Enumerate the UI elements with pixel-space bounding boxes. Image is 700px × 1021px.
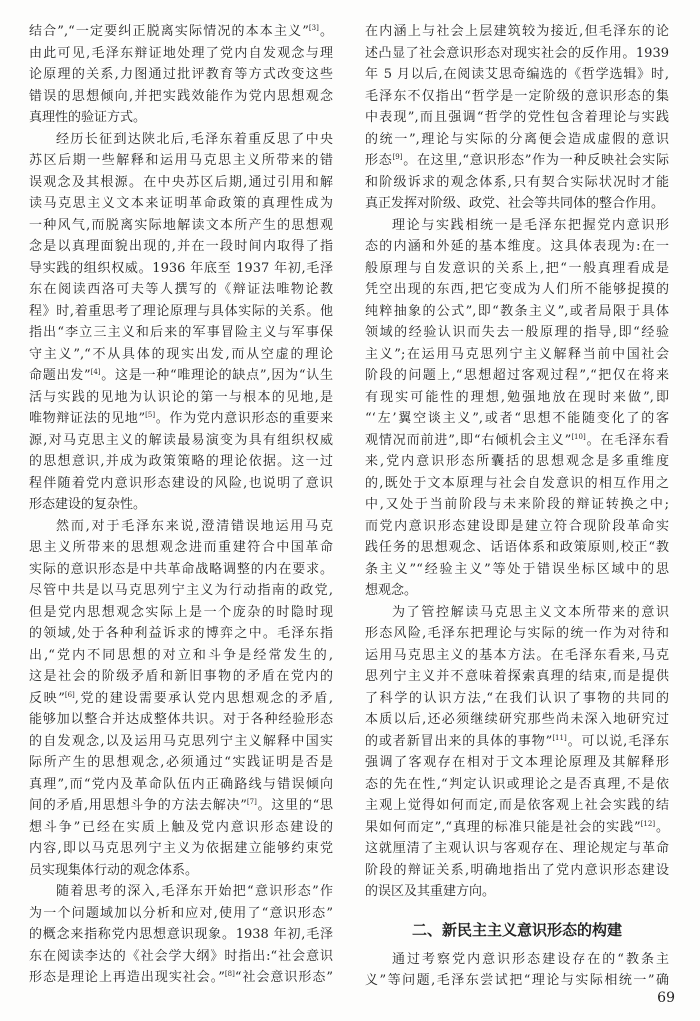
- text-line: [29, 430, 333, 452]
- text-segment: 由此可见,毛泽东辩证地处理了党内自发观念与理: [29, 45, 333, 61]
- text-segment: 般原理与自发意识的关系上,把“一般真理看成是: [365, 260, 669, 276]
- text-segment: 阶段的问题上,“思想超过客观过程”,“把仅在将来: [365, 368, 669, 383]
- text-segment: 内容,即以马克思列宁主义为依据建立能够约束党: [29, 841, 333, 856]
- text-segment: 的误区及其重建方向。: [365, 884, 496, 899]
- text-line: [29, 215, 333, 237]
- text-segment: 本质以后,还必须继续研究那些尚未深入地研究过: [365, 712, 669, 727]
- citation-marker: [6]: [64, 690, 75, 699]
- text-segment: 。这是一种“唯理论的缺点”,因为“认生: [100, 368, 333, 383]
- text-segment: 然而,对于毛泽东来说,澄清错误地运用马克: [56, 518, 333, 534]
- text-segment: 的或者新冒出来的具体的事物”: [365, 733, 553, 749]
- text-segment: 唯物辩证法的见地”: [29, 411, 146, 426]
- text-line: [29, 731, 333, 753]
- text-line: [29, 344, 333, 366]
- page-number: 69: [657, 990, 675, 1006]
- text-segment: 经历长征到达陕北后,毛泽东着重反思了中央: [56, 131, 333, 147]
- right-column: [365, 21, 669, 992]
- text-segment: 凭空出现的东西,把它变成为人们所不能够捉摸的: [365, 282, 669, 297]
- text-segment: 为了管控解读马克思主义文本所带来的意识: [392, 604, 669, 620]
- text-line: [365, 193, 669, 215]
- text-line: [365, 322, 669, 344]
- text-line: [29, 580, 333, 602]
- text-segment: 随着思考的深入,毛泽东开始把“意识形态”作: [56, 884, 333, 899]
- text-line: [29, 516, 333, 538]
- text-line: [365, 838, 669, 860]
- text-segment: 际所产生的思想观念,必须通过“实践证明是否是: [29, 755, 333, 770]
- text-line: [365, 408, 669, 430]
- citation-marker: [8]: [224, 970, 235, 978]
- text-line: [29, 752, 333, 774]
- text-segment: 指出“李立三主义和后来的军事冒险主义与军事保: [29, 325, 333, 340]
- citation-marker: [12]: [640, 819, 656, 828]
- text-line: [29, 967, 333, 989]
- text-line: [365, 688, 669, 710]
- text-segment: 东在阅读西洛可夫等人撰写的《辩证法唯物论教: [29, 282, 333, 297]
- text-segment: 纯粹抽象的公式”,即“教条主义”,或者局限于具体: [365, 303, 669, 319]
- citation-marker: [7]: [246, 798, 257, 806]
- text-line: [29, 301, 333, 323]
- text-segment: 程》时,着重思考了理论原理与具体实际的关系。他: [29, 303, 333, 319]
- text-line: [365, 709, 669, 731]
- text-segment: 。作为党内意识形态的重要来: [155, 411, 333, 426]
- text-segment: 想斗争”已经在实质上触及党内意识形态建设的: [29, 819, 333, 835]
- text-line: [365, 645, 669, 667]
- text-segment: 有现实可能性的理想,勉强地放在现时来做”,即: [365, 389, 669, 405]
- paragraph: [29, 516, 333, 882]
- text-line: [29, 86, 333, 108]
- text-line: [365, 43, 669, 65]
- text-line: [29, 365, 333, 387]
- paragraph: [365, 602, 669, 903]
- text-segment: 运用马克思主义的基本方法。在毛泽东看来,马克: [365, 647, 669, 663]
- text-line: [365, 258, 669, 280]
- text-line: [29, 43, 333, 65]
- text-line: [365, 279, 669, 301]
- text-line: [29, 322, 333, 344]
- text-segment: 年 5 月以后,在阅读艾思奇编选的《哲学选辑》时,: [365, 67, 669, 82]
- text-segment: 反映”: [29, 690, 65, 706]
- text-segment: 。在这里,“意识形态”作为一种反映社会实际: [402, 153, 669, 168]
- text-segment: 的,既处于文本原理与社会自发意识的相互作用之: [365, 475, 669, 491]
- paragraph: [365, 21, 669, 215]
- text-segment: “社会意识形态”: [234, 970, 333, 985]
- text-line: [365, 215, 669, 237]
- text-line: [365, 494, 669, 516]
- text-line: [29, 64, 333, 86]
- text-segment: 实际的意识形态是中共革命战略调整的内在要求。: [29, 561, 333, 577]
- paragraph: [29, 881, 333, 989]
- text-line: [29, 795, 333, 817]
- text-line: [365, 430, 669, 452]
- text-line: [29, 258, 333, 280]
- text-segment: 果如何而定”,“真理的标准只能是社会的实践”: [365, 819, 641, 835]
- text-segment: 真理性的验证方式。: [29, 110, 147, 125]
- text-line: [365, 86, 669, 108]
- text-line: [29, 817, 333, 839]
- text-segment: 命题出发”: [29, 368, 91, 383]
- text-line: [365, 236, 669, 258]
- text-line: [365, 344, 669, 366]
- text-line: [29, 903, 333, 925]
- text-segment: 述凸显了社会意识形态对现实社会的反作用。1939: [365, 45, 669, 61]
- paragraph: [29, 129, 333, 516]
- text-line: [29, 924, 333, 946]
- text-line: [365, 473, 669, 495]
- text-segment: 为一个问题域加以分析和应对,使用了“意识形态”: [29, 905, 333, 921]
- text-line: [29, 494, 333, 516]
- text-segment: 的自发观念,以及运用马克思列宁主义解释中国实: [29, 733, 333, 749]
- text-segment: 的领域,处于各种利益诉求的博弈之中。毛泽东指: [29, 626, 333, 641]
- text-segment: 真理”,而“党内及革命队伍内正确路线与错误倾向: [29, 776, 333, 792]
- citation-marker: [10]: [571, 432, 586, 441]
- text-line: [365, 365, 669, 387]
- text-segment: 条主义”“经验主义”等处于错误坐标区域中的思: [365, 561, 669, 577]
- text-line: [29, 688, 333, 710]
- text-line: [29, 473, 333, 495]
- citation-marker: [11]: [552, 733, 567, 742]
- text-segment: 了科学的认识方法,“在我们认识了事物的共同的: [365, 690, 669, 706]
- text-segment: 错误的思想倾向,并把实践效能作为党内思想观念: [29, 88, 333, 104]
- text-segment: 源,对马克思主义的解读最易演变为具有组织权威: [29, 432, 333, 448]
- text-line: [365, 731, 669, 753]
- text-line: [365, 623, 669, 645]
- text-segment: 态的内涵和外延的基本维度。这具体表现为:在一: [365, 239, 669, 254]
- right-column-body-after: [365, 949, 669, 992]
- text-line: [29, 709, 333, 731]
- text-segment: 但是党内思想观念实际上是一个庞杂的时隐时现: [29, 604, 333, 620]
- text-segment: 想观念。: [365, 583, 418, 598]
- text-line: [365, 451, 669, 473]
- text-segment: 思列宁主义并不意味着探索真理的结束,而是提供: [365, 669, 669, 684]
- text-segment: 误观念及其根源。在中央苏区后期,通过引用和解: [29, 174, 333, 190]
- text-line: [365, 580, 669, 602]
- text-segment: 。这里的“思: [256, 798, 333, 813]
- section-heading: 二、新民主主义意识形态的构建: [411, 920, 622, 939]
- text-segment: 强调了客观存在相对于文本理论原理及其解释形: [365, 755, 669, 770]
- text-segment: 中表现”,而且强调“哲学的党性包含着理论与实践: [365, 110, 669, 125]
- text-line: [29, 387, 333, 409]
- text-line: [29, 881, 333, 903]
- text-segment: 通过考察党内意识形态建设存在的“教条主: [392, 951, 669, 967]
- text-line: [29, 107, 333, 129]
- text-segment: 的概念来指称党内思想意识现象。1938 年初,毛泽: [29, 927, 333, 942]
- text-segment: 能够加以整合并达成整体共识。对于各种经验形态: [29, 712, 333, 727]
- text-line: [365, 795, 669, 817]
- text-segment: 中,又处于当前阶段与未来阶段的辩证转换之中;: [365, 497, 669, 512]
- text-segment: 。在毛泽东看: [585, 432, 669, 448]
- text-segment: 践任务的思想观念、话语体系和政策原则,校正“教: [365, 540, 669, 555]
- text-segment: 论原理的关系,力图通过批评教育等方式改变这些: [29, 67, 333, 82]
- text-segment: 员实现集体行动的观念体系。: [29, 862, 199, 878]
- text-segment: “‘左’翼空谈主义”,或者“思想不能随变化了的客: [365, 411, 669, 426]
- text-segment: 。可以说,毛泽东: [566, 733, 669, 749]
- text-line: [29, 838, 333, 860]
- citation-marker: [3]: [308, 24, 319, 32]
- text-segment: 这就厘清了主观认识与客观存在、理论规定与革命: [365, 841, 669, 856]
- text-segment: 毛泽东不仅指出“哲学是一定阶级的意识形态的集: [365, 88, 669, 104]
- text-segment: 。: [318, 24, 333, 39]
- text-segment: 阶段的辩证关系,明确地指出了党内意识形态建设: [365, 862, 669, 878]
- text-line: [29, 129, 333, 151]
- text-segment: 真正发挥对阶级、政党、社会等共同体的整合作用。: [365, 196, 665, 211]
- text-segment: 观情况而前进”,即“右倾机会主义”: [365, 432, 572, 448]
- text-segment: 守主义”,“不从具体的现实出发,而从空虚的理论: [29, 346, 333, 362]
- text-segment: ,党的建设需要承认党内思想观念的矛盾,: [74, 690, 334, 706]
- text-segment: 而党内意识形态建设即是建立符合现阶段革命实: [365, 518, 669, 534]
- text-segment: 程伴随着党内意识形态建设的风险,也说明了意识: [29, 475, 333, 491]
- text-line: [365, 666, 669, 688]
- text-segment: 导实践的组织权威。1936 年底至 1937 年初,毛泽: [29, 260, 333, 276]
- text-segment: 义”等问题,毛泽东尝试把“理论与实际相统一”确: [365, 973, 669, 988]
- text-segment: 主观上觉得如何而定,而是依客观上社会实践的结: [365, 798, 669, 813]
- text-segment: 的思想意识,并成为政策策略的理论依据。这一过: [29, 454, 333, 469]
- text-segment: 念是以真理面貌出现的,并在一段时间内取得了指: [29, 239, 333, 254]
- text-line: [29, 774, 333, 796]
- text-segment: 思主义所带来的思想观念进而重建符合中国革命: [29, 540, 333, 555]
- text-line: [29, 946, 333, 968]
- text-segment: 东在阅读李达的《社会学大纲》时指出:“社会意识: [29, 948, 333, 964]
- citation-marker: [5]: [145, 411, 156, 419]
- text-line: [365, 949, 669, 971]
- text-segment: 理论与实践相统一是毛泽东把握党内意识形: [392, 217, 669, 233]
- text-line: [365, 107, 669, 129]
- text-line: [29, 645, 333, 667]
- text-line: [365, 129, 669, 151]
- text-line: [365, 881, 669, 903]
- text-line: [29, 150, 333, 172]
- text-segment: 态的先在性,“判定认识或理论之是否真理,不是依: [365, 776, 669, 792]
- text-line: [29, 602, 333, 624]
- text-line: [29, 860, 333, 882]
- text-segment: 和阶级诉求的观念体系,只有契合实际状况时才能: [365, 174, 669, 190]
- text-segment: 形态风险,毛泽东把理论与实际的统一作为对待和: [365, 626, 669, 641]
- text-line: [365, 752, 669, 774]
- citation-marker: [9]: [392, 153, 403, 161]
- text-segment: 苏区后期一些解释和运用马克思主义所带来的错: [29, 153, 333, 168]
- text-segment: 领域的经验认识而失去一般原理的指导,即“经验: [365, 325, 669, 340]
- text-segment: 来,党内意识形态所囊括的思想观念是多重维度: [365, 454, 669, 469]
- paragraph: [365, 949, 669, 992]
- text-line: [29, 236, 333, 258]
- text-segment: 出,“党内不同思想的对立和斗争是经常发生的,: [29, 647, 333, 663]
- text-segment: 形态建设的复杂性。: [29, 497, 147, 512]
- text-line: [29, 21, 333, 43]
- paragraph: [365, 215, 669, 602]
- text-line: [29, 193, 333, 215]
- text-line: [29, 451, 333, 473]
- text-segment: 这是社会的阶级矛盾和新旧事物的矛盾在党内的: [29, 669, 333, 684]
- text-segment: 读马克思主义文本来证明革命政策的真理性成为: [29, 196, 333, 211]
- text-segment: 活与实践的见地为认识论的第一与根本的见地,是: [29, 389, 333, 405]
- text-line: [365, 516, 669, 538]
- text-line: [29, 172, 333, 194]
- text-line: [365, 150, 669, 172]
- text-segment: 主义”;在运用马克思列宁主义解释当前中国社会: [365, 346, 669, 362]
- text-segment: 形态: [365, 153, 393, 168]
- text-line: [365, 817, 669, 839]
- text-segment: 结合”,“一定要纠正脱离实际情况的本本主义”: [29, 24, 309, 39]
- text-segment: 。: [655, 819, 669, 835]
- text-segment: 间的矛盾,用思想斗争的方法去解决”: [29, 798, 247, 813]
- paragraph: [29, 21, 333, 129]
- text-line: [365, 537, 669, 559]
- text-line: [365, 21, 669, 43]
- text-line: [365, 774, 669, 796]
- text-line: [365, 64, 669, 86]
- text-line: [29, 279, 333, 301]
- text-segment: 形态是理论上再造出现实社会。”: [29, 970, 225, 985]
- text-line: [29, 537, 333, 559]
- left-column: [29, 21, 333, 989]
- text-line: [29, 666, 333, 688]
- text-line: [365, 970, 669, 992]
- text-segment: 一种风气,而脱离实际地解读文本所产生的思想观: [29, 217, 333, 233]
- right-column-body-before: [365, 21, 669, 903]
- text-line: [365, 301, 669, 323]
- text-segment: 的统一”,理论与实际的分离便会造成虚假的意识: [365, 131, 669, 147]
- text-line: [29, 623, 333, 645]
- text-line: [29, 408, 333, 430]
- text-segment: 在内涵上与社会上层建筑较为接近,但毛泽东的论: [365, 24, 669, 39]
- text-line: [365, 860, 669, 882]
- citation-marker: [4]: [90, 368, 101, 376]
- text-line: [365, 602, 669, 624]
- text-line: [29, 559, 333, 581]
- text-segment: 尽管中共是以马克思列宁主义为行动指南的政党,: [29, 583, 333, 598]
- text-line: [365, 559, 669, 581]
- text-line: [365, 387, 669, 409]
- text-line: [365, 172, 669, 194]
